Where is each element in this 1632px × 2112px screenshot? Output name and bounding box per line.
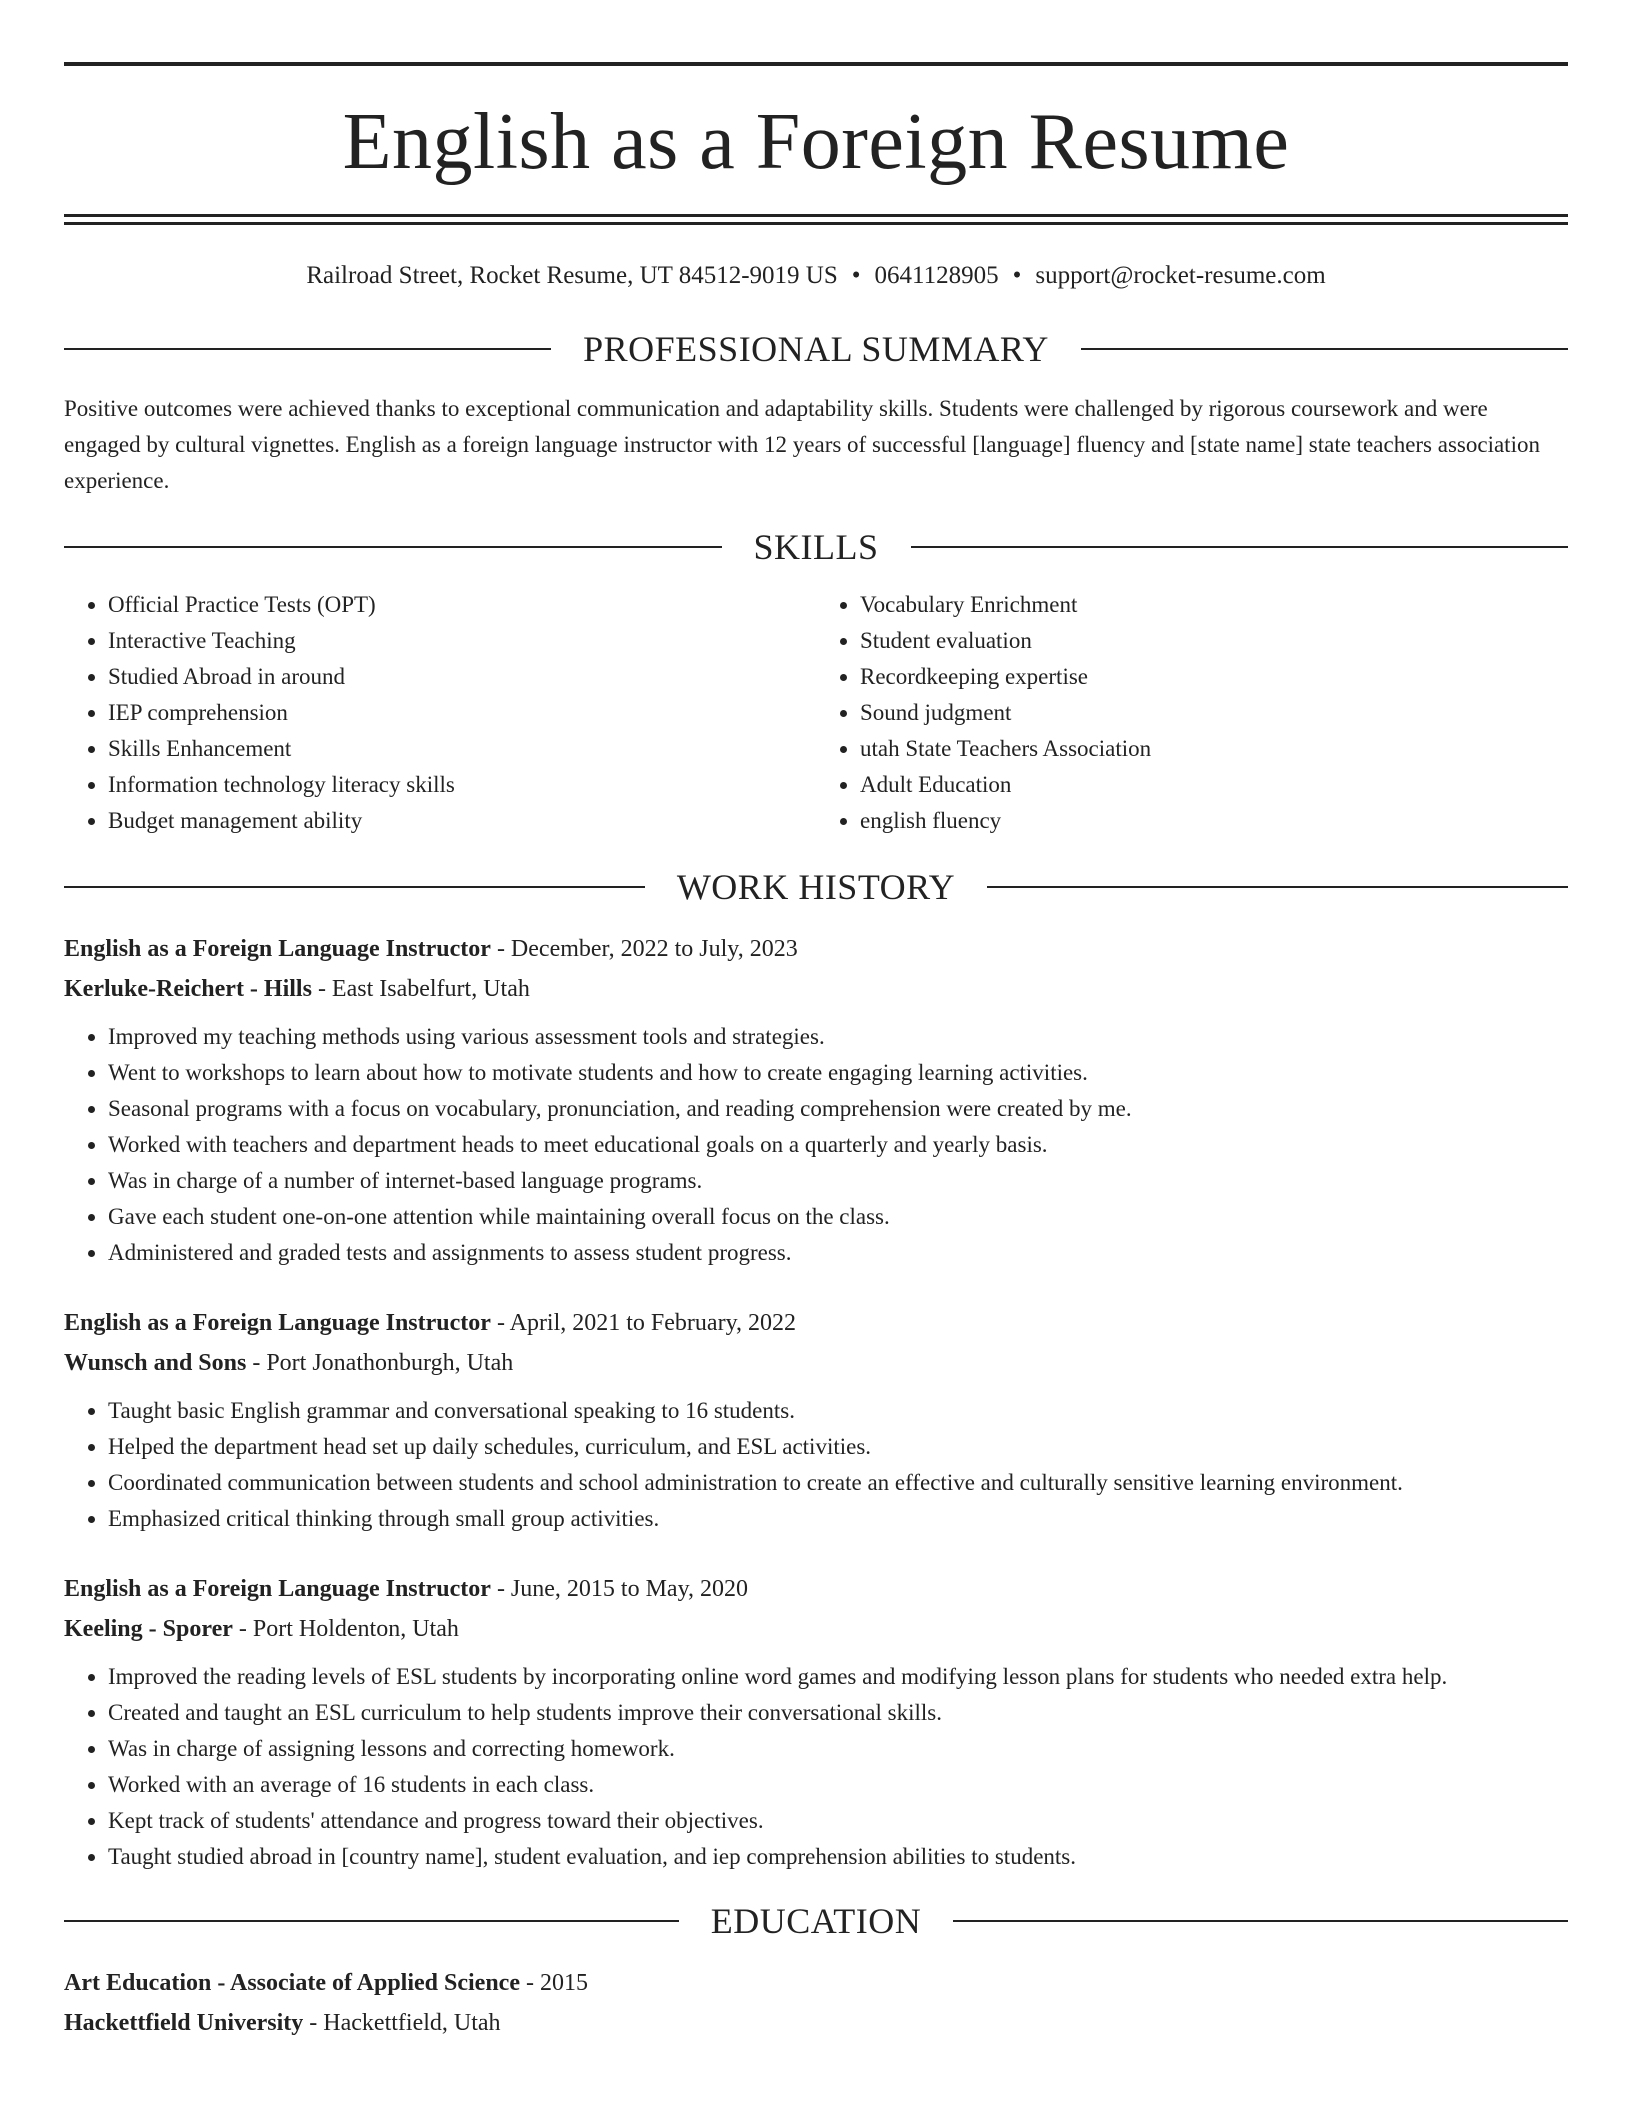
top-rule	[64, 62, 1568, 66]
skill-item: • Adult Education	[860, 767, 1568, 803]
skill-item: • utah State Teachers Association	[860, 731, 1568, 767]
job-employer-line	[64, 1343, 1568, 1383]
job-title-line	[64, 1569, 1568, 1609]
contact-address: Railroad Street, Rocket Resume, UT 84512-9019 US	[306, 262, 838, 289]
contact-phone: 0641128905	[874, 262, 999, 289]
header-double-rule	[64, 214, 1568, 225]
skills-list	[64, 587, 1568, 839]
job-bullet: • Administered and graded tests and assignments to assess student progress.	[108, 1235, 1568, 1271]
education-school: Hackettfield University	[64, 2010, 304, 2036]
job-location: - Port Jonathonburgh, Utah	[246, 1350, 514, 1376]
skills-column-left	[64, 587, 816, 839]
heading-rule-left	[64, 886, 645, 888]
job-entry	[64, 1569, 1568, 1875]
job-bullet: • Worked with teachers and department heads to meet educational goals on a quarterly and yearly basis.	[108, 1127, 1568, 1163]
job-dates: - December, 2022 to July, 2023	[490, 936, 798, 962]
contact-email: support@rocket-resume.com	[1035, 262, 1326, 289]
job-bullets	[64, 1019, 1568, 1271]
education-year: - 2015	[520, 1970, 588, 1996]
job-bullet: • Was in charge of a number of internet-based language programs.	[108, 1163, 1568, 1199]
job-entry	[64, 1303, 1568, 1537]
skill-item: • Official Practice Tests (OPT)	[108, 587, 816, 623]
job-employer: Kerluke-Reichert - Hills	[64, 976, 312, 1002]
skill-item: • Information technology literacy skills	[108, 767, 816, 803]
job-bullet: • Taught studied abroad in [country name], student evaluation, and iep comprehension abilities to students.	[108, 1839, 1568, 1875]
job-bullet: • Improved the reading levels of ESL students by incorporating online word games and modifying lesson plans for students who needed extra help.	[108, 1659, 1568, 1695]
section-title: SKILLS	[753, 527, 879, 567]
job-employer: Wunsch and Sons	[64, 1350, 247, 1376]
job-location: - Port Holdenton, Utah	[232, 1616, 459, 1642]
section-heading-work	[64, 869, 1568, 905]
skill-item: • Studied Abroad in around	[108, 659, 816, 695]
skill-item: • Skills Enhancement	[108, 731, 816, 767]
skill-item: • Recordkeeping expertise	[860, 659, 1568, 695]
job-dates: - April, 2021 to February, 2022	[490, 1310, 797, 1336]
heading-rule-right	[953, 1920, 1568, 1922]
job-bullet: • Coordinated communication between students and school administration to create an effective and culturally sensitive learning environment.	[108, 1465, 1568, 1501]
job-title: English as a Foreign Language Instructor	[64, 1310, 491, 1336]
job-bullet: • Seasonal programs with a focus on vocabulary, pronunciation, and reading comprehension were created by me.	[108, 1091, 1568, 1127]
section-title: EDUCATION	[710, 1901, 922, 1941]
skills-column-right	[816, 587, 1568, 839]
job-bullets	[64, 1659, 1568, 1875]
job-bullet: • Helped the department head set up daily schedules, curriculum, and ESL activities.	[108, 1429, 1568, 1465]
education-entry	[64, 1963, 1568, 2043]
job-bullet: • Gave each student one-on-one attention while maintaining overall focus on the class.	[108, 1199, 1568, 1235]
job-bullet: • Emphasized critical thinking through small group activities.	[108, 1501, 1568, 1537]
heading-rule-left	[64, 348, 551, 350]
skill-item: • Interactive Teaching	[108, 623, 816, 659]
job-bullet: • Kept track of students' attendance and progress toward their objectives.	[108, 1803, 1568, 1839]
heading-rule-left	[64, 546, 722, 548]
section-title: WORK HISTORY	[676, 867, 956, 907]
education-location: - Hackettfield, Utah	[303, 2010, 501, 2036]
job-bullets	[64, 1393, 1568, 1537]
contact-separator: •	[851, 262, 861, 289]
skill-item: • IEP comprehension	[108, 695, 816, 731]
contact-separator: •	[1012, 262, 1022, 289]
job-entry	[64, 929, 1568, 1271]
job-dates: - June, 2015 to May, 2020	[490, 1576, 749, 1602]
job-bullet: • Improved my teaching methods using various assessment tools and strategies.	[108, 1019, 1568, 1055]
skill-item: • english fluency	[860, 803, 1568, 839]
heading-rule-right	[1081, 348, 1568, 350]
heading-rule-right	[911, 546, 1569, 548]
section-title: PROFESSIONAL SUMMARY	[583, 329, 1049, 369]
job-employer-line	[64, 1609, 1568, 1649]
job-bullet: • Worked with an average of 16 students in each class.	[108, 1767, 1568, 1803]
job-bullet: • Created and taught an ESL curriculum to help students improve their conversational skills.	[108, 1695, 1568, 1731]
job-bullet: • Went to workshops to learn about how to motivate students and how to create engaging learning activities.	[108, 1055, 1568, 1091]
job-location: - East Isabelfurt, Utah	[311, 976, 530, 1002]
heading-rule-left	[64, 1920, 679, 1922]
resume-name: English as a Foreign Resume	[342, 98, 1290, 186]
skill-item: • Student evaluation	[860, 623, 1568, 659]
section-heading-skills	[64, 529, 1568, 565]
summary-text: Positive outcomes were achieved thanks to exceptional communication and adaptability skills. Students were challenged by rigorous coursework and were engaged by cultural vignettes. English as a foreign language instructor with 12 years of successful [language] fluency and [state name] state teachers association experience.	[64, 396, 1540, 493]
job-bullet: • Taught basic English grammar and conversational speaking to 16 students.	[108, 1393, 1568, 1429]
section-heading-summary	[64, 331, 1568, 367]
contact-line	[64, 261, 1568, 291]
education-degree: Art Education - Associate of Applied Science	[64, 1970, 520, 1996]
job-title-line	[64, 929, 1568, 969]
job-title: English as a Foreign Language Instructor	[64, 1576, 491, 1602]
job-employer: Keeling - Sporer	[64, 1616, 233, 1642]
skill-item: • Sound judgment	[860, 695, 1568, 731]
skill-item: • Vocabulary Enrichment	[860, 587, 1568, 623]
education-school-line	[64, 2003, 1568, 2043]
heading-rule-right	[987, 886, 1568, 888]
section-heading-education	[64, 1903, 1568, 1939]
skill-item: • Budget management ability	[108, 803, 816, 839]
job-title-line	[64, 1303, 1568, 1343]
job-bullet: • Was in charge of assigning lessons and correcting homework.	[108, 1731, 1568, 1767]
job-employer-line	[64, 969, 1568, 1009]
education-degree-line	[64, 1963, 1568, 2003]
job-title: English as a Foreign Language Instructor	[64, 936, 491, 962]
